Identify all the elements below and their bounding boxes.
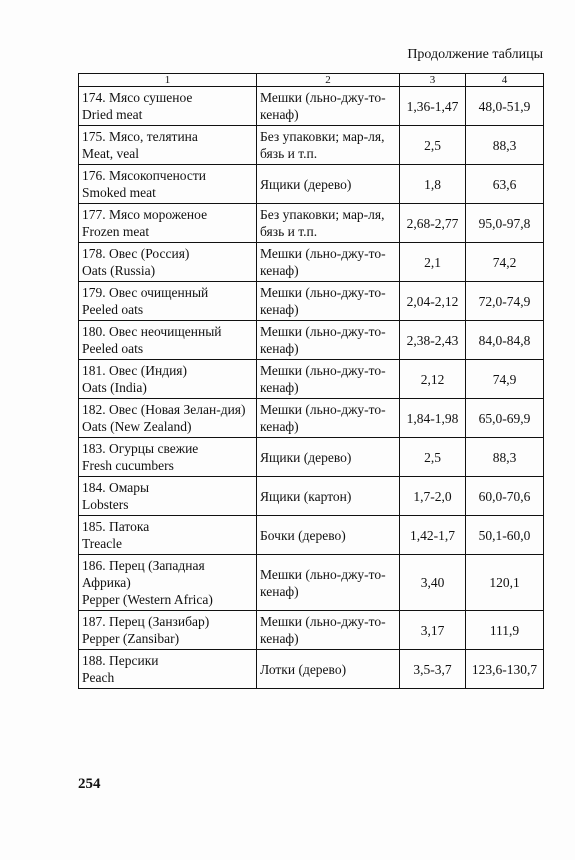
column-3-value: 1,42-1,7 xyxy=(400,516,466,555)
product-name-en: Smoked meat xyxy=(82,185,156,200)
product-name-ru: 186. Перец (Западная Африка) xyxy=(82,558,205,590)
table-row xyxy=(79,204,544,243)
product-name-en: Pepper (Zansibar) xyxy=(82,631,180,646)
column-3-value: 1,36-1,47 xyxy=(400,87,466,126)
packaging-cell: Мешки (льно-джу-то-кенаф) xyxy=(257,360,400,399)
column-4-value: 84,0-84,8 xyxy=(466,321,544,360)
table-row xyxy=(79,360,544,399)
product-name-cell xyxy=(79,87,257,126)
packaging-cell: Мешки (льно-джу-то-кенаф) xyxy=(257,399,400,438)
column-4-value: 48,0-51,9 xyxy=(466,87,544,126)
packaging-cell: Мешки (льно-джу-то-кенаф) xyxy=(257,555,400,611)
column-4-value: 63,6 xyxy=(466,165,544,204)
product-name-en: Lobsters xyxy=(82,497,129,512)
table-row xyxy=(79,282,544,321)
product-name-cell xyxy=(79,204,257,243)
packaging-cell: Без упаковки; мар-ля, бязь и т.п. xyxy=(257,204,400,243)
packaging-cell: Мешки (льно-джу-то-кенаф) xyxy=(257,243,400,282)
product-name-cell xyxy=(79,438,257,477)
product-name-cell xyxy=(79,399,257,438)
table-body xyxy=(79,87,544,689)
packaging-cell: Бочки (дерево) xyxy=(257,516,400,555)
product-name-cell xyxy=(79,555,257,611)
packaging-cell: Мешки (льно-джу-то-кенаф) xyxy=(257,87,400,126)
product-name-cell xyxy=(79,360,257,399)
column-header-3: 3 xyxy=(400,74,466,87)
column-4-value: 120,1 xyxy=(466,555,544,611)
packaging-cell: Мешки (льно-джу-то-кенаф) xyxy=(257,321,400,360)
column-3-value: 1,84-1,98 xyxy=(400,399,466,438)
table-row xyxy=(79,243,544,282)
packaging-cell: Ящики (дерево) xyxy=(257,438,400,477)
column-4-value: 74,9 xyxy=(466,360,544,399)
column-3-value: 1,8 xyxy=(400,165,466,204)
table-row xyxy=(79,321,544,360)
page-number: 254 xyxy=(78,776,101,792)
product-name-en: Fresh cucumbers xyxy=(82,458,174,473)
product-name-en: Oats (Russia) xyxy=(82,263,156,278)
column-header-4: 4 xyxy=(466,74,544,87)
column-3-value: 2,68-2,77 xyxy=(400,204,466,243)
table-row xyxy=(79,399,544,438)
product-name-en: Frozen meat xyxy=(82,224,150,239)
table-row xyxy=(79,87,544,126)
product-name-ru: 187. Перец (Занзибар) xyxy=(82,614,210,629)
column-4-value: 50,1-60,0 xyxy=(466,516,544,555)
column-3-value: 3,17 xyxy=(400,611,466,650)
packaging-cell: Ящики (дерево) xyxy=(257,165,400,204)
product-name-cell xyxy=(79,611,257,650)
column-3-value: 2,04-2,12 xyxy=(400,282,466,321)
product-name-cell xyxy=(79,477,257,516)
column-header-1: 1 xyxy=(79,74,257,87)
packaging-cell: Лотки (дерево) xyxy=(257,650,400,689)
table-row xyxy=(79,650,544,689)
product-name-ru: 176. Мясокопчености xyxy=(82,168,207,183)
packaging-cell: Ящики (картон) xyxy=(257,477,400,516)
column-4-value: 88,3 xyxy=(466,126,544,165)
product-name-cell xyxy=(79,126,257,165)
table-row xyxy=(79,126,544,165)
product-name-ru: 180. Овес неочищенный xyxy=(82,324,222,339)
table-row xyxy=(79,516,544,555)
product-name-en: Peach xyxy=(82,670,115,685)
packaging-cell: Без упаковки; мар-ля, бязь и т.п. xyxy=(257,126,400,165)
column-4-value: 95,0-97,8 xyxy=(466,204,544,243)
product-name-ru: 175. Мясо, телятина xyxy=(82,129,198,144)
product-name-ru: 188. Персики xyxy=(82,653,159,668)
product-name-en: Oats (India) xyxy=(82,380,147,395)
product-name-ru: 178. Овес (Россия) xyxy=(82,246,190,261)
product-name-ru: 174. Мясо сушеное xyxy=(82,90,193,105)
column-header-2: 2 xyxy=(257,74,400,87)
table-header-row xyxy=(79,74,544,87)
product-name-en: Dried meat xyxy=(82,107,143,122)
column-3-value: 2,12 xyxy=(400,360,466,399)
product-name-en: Peeled oats xyxy=(82,302,144,317)
product-name-cell xyxy=(79,516,257,555)
product-name-ru: 185. Патока xyxy=(82,519,150,534)
packaging-cell: Мешки (льно-джу-то-кенаф) xyxy=(257,611,400,650)
product-name-cell xyxy=(79,282,257,321)
table-row xyxy=(79,438,544,477)
product-name-ru: 183. Огурцы свежие xyxy=(82,441,199,456)
column-3-value: 3,5-3,7 xyxy=(400,650,466,689)
column-4-value: 88,3 xyxy=(466,438,544,477)
product-name-cell xyxy=(79,650,257,689)
table-continuation-caption: Продолжение таблицы xyxy=(407,47,543,62)
product-name-en: Meat, veal xyxy=(82,146,139,161)
product-name-ru: 181. Овес (Индия) xyxy=(82,363,188,378)
column-3-value: 2,38-2,43 xyxy=(400,321,466,360)
column-4-value: 65,0-69,9 xyxy=(466,399,544,438)
data-table xyxy=(78,73,544,689)
packaging-cell: Мешки (льно-джу-то-кенаф) xyxy=(257,282,400,321)
column-3-value: 3,40 xyxy=(400,555,466,611)
column-3-value: 2,5 xyxy=(400,126,466,165)
product-name-en: Treacle xyxy=(82,536,122,551)
column-4-value: 72,0-74,9 xyxy=(466,282,544,321)
table-row xyxy=(79,611,544,650)
product-name-en: Pepper (Western Africa) xyxy=(82,592,213,607)
table-row xyxy=(79,477,544,516)
product-name-en: Peeled oats xyxy=(82,341,144,356)
product-name-ru: 182. Овес (Новая Зелан-дия) xyxy=(82,402,246,417)
product-name-cell xyxy=(79,243,257,282)
product-name-cell xyxy=(79,321,257,360)
column-3-value: 1,7-2,0 xyxy=(400,477,466,516)
product-name-ru: 179. Овес очищенный xyxy=(82,285,209,300)
column-3-value: 2,5 xyxy=(400,438,466,477)
table-row xyxy=(79,555,544,611)
product-name-ru: 184. Омары xyxy=(82,480,150,495)
product-name-ru: 177. Мясо мороженое xyxy=(82,207,208,222)
column-4-value: 111,9 xyxy=(466,611,544,650)
table-row xyxy=(79,165,544,204)
column-4-value: 60,0-70,6 xyxy=(466,477,544,516)
product-name-en: Oats (New Zealand) xyxy=(82,419,192,434)
column-3-value: 2,1 xyxy=(400,243,466,282)
column-4-value: 74,2 xyxy=(466,243,544,282)
product-name-cell xyxy=(79,165,257,204)
column-4-value: 123,6-130,7 xyxy=(466,650,544,689)
